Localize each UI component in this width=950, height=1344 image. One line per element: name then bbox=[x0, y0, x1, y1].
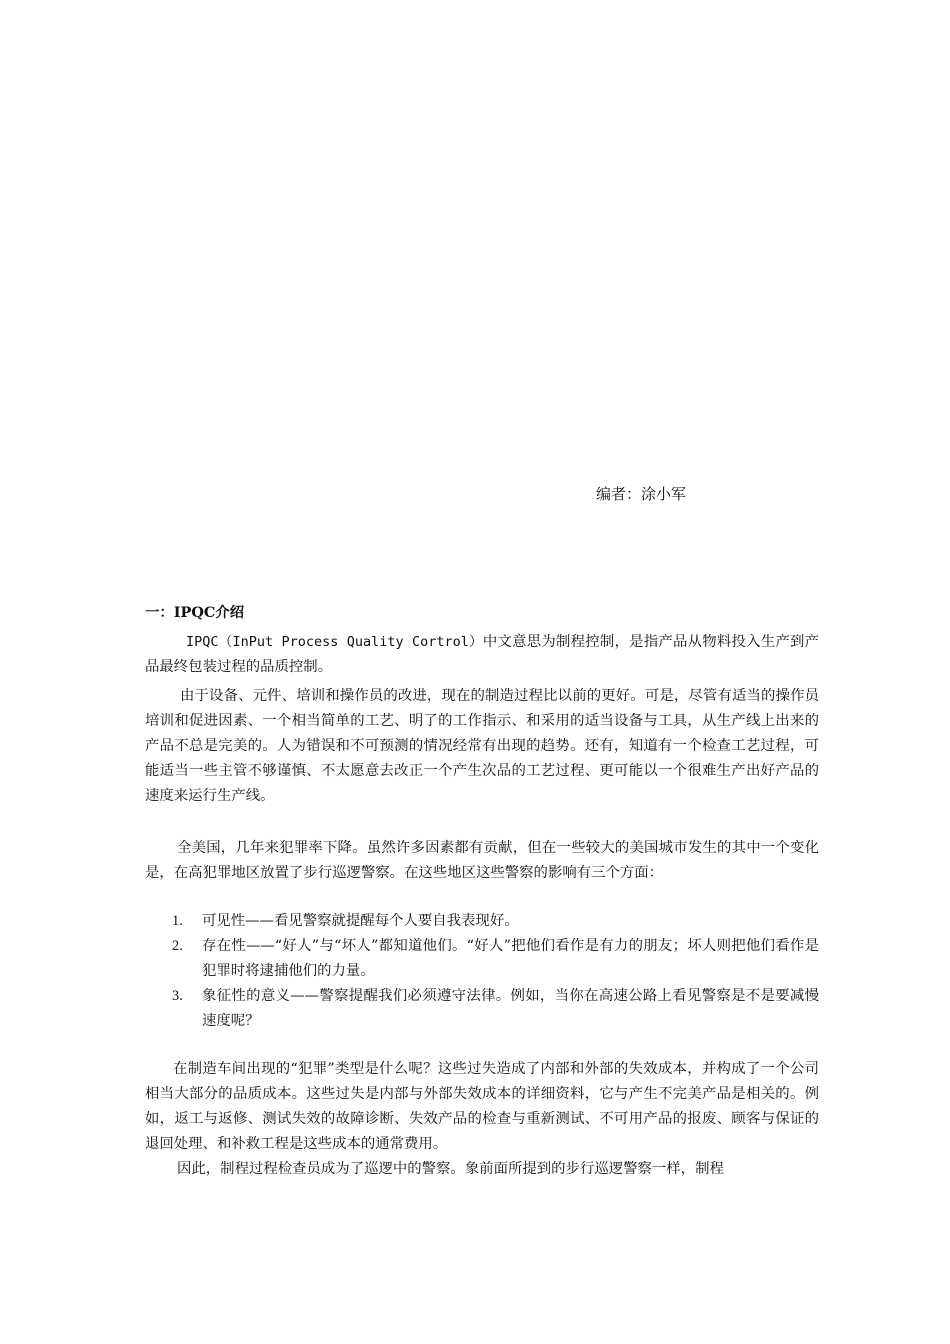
section-heading: 一：IPQC介绍 bbox=[145, 604, 245, 621]
list-item bbox=[145, 934, 819, 984]
intro-paragraph bbox=[145, 630, 819, 680]
numbered-list bbox=[145, 909, 819, 1034]
author-line: 编者：涂小军 bbox=[596, 485, 687, 503]
list-item-number: 1. bbox=[172, 913, 183, 929]
document-body bbox=[145, 602, 819, 1182]
list-item-number: 2. bbox=[172, 938, 183, 954]
list-item bbox=[145, 984, 819, 1034]
paragraph-police-analogy: 全美国，几年来犯罪率下降。虽然许多因素都有贡献，但在一些较大的美国城市发生的其中一个变化是，在高犯罪地区放置了步行巡逻警察。在这些地区这些警察的影响有三个方面： bbox=[145, 840, 819, 881]
list-item-number: 3. bbox=[172, 988, 183, 1004]
paragraph-improvement: 由于设备、元件、培训和操作员的改进，现在的制造过程比以前的更好。可是，尽管有适当的操作员培训和促进因素、一个相当简单的工艺、明了的工作指示、和采用的适当设备与工具，从生产线上出来的产品不总是完美的。人为错误和不可预测的情况经常有出现的趋势。还有，知道有一个检查工艺过程，可能适当一些主管不够谨慎、不太愿意去改正一个产生次品的工艺过程、更可能以一个很难生产出好产品的速度来运行生产线。 bbox=[145, 688, 819, 804]
paragraph-inspector: 因此，制程过程检查员成为了巡逻中的警察。象前面所提到的步行巡逻警察一样，制程 bbox=[177, 1161, 724, 1177]
list-item bbox=[145, 909, 819, 934]
list-item-text: 可见性——看见警察就提醒每个人要自我表现好。 bbox=[202, 913, 519, 929]
intro-text: 中文意思为制程控制，是指产品从物料投入生产到产品最终包装过程的品质控制。 bbox=[145, 634, 819, 675]
list-item-text: 存在性——“好人”与“坏人”都知道他们。“好人”把他们看作是有力的朋友；坏人则把他们看作是犯罪时将逮捕他们的力量。 bbox=[202, 938, 819, 979]
paragraph-failure-cost: 在制造车间出现的“犯罪”类型是什么呢？这些过失造成了内部和外部的失效成本，并构成了一个公司相当大部分的品质成本。这些过失是内部与外部失效成本的详细资料，它与产生不完美产品是相关的。例如，返工与返修、测试失效的故障诊断、失效产品的检查与重新测试、不可用产品的报废、顾客与保证的退回处理、和补救工程是这些成本的通常费用。 bbox=[145, 1061, 819, 1152]
ipqc-term: IPQC（InPut Process Quality Cortrol） bbox=[186, 634, 483, 650]
list-item-text: 象征性的意义——警察提醒我们必须遵守法律。例如，当你在高速公路上看见警察是不是要减慢速度呢？ bbox=[202, 988, 819, 1029]
